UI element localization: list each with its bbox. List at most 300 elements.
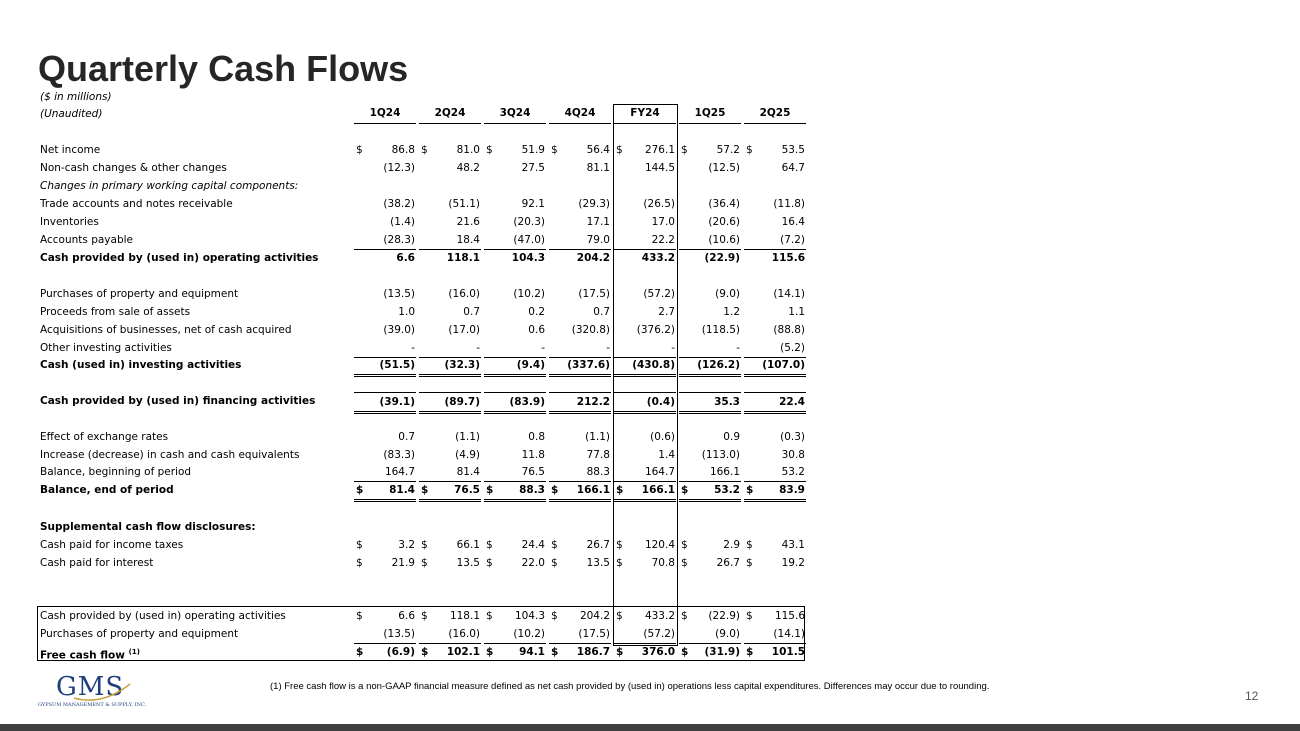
row-fcf-purchases-ppe: [38, 625, 806, 643]
cell-2q25: [744, 536, 806, 554]
cell-2q25: [744, 141, 806, 159]
currency-symbol: $: [421, 144, 428, 156]
cell-2q25: [744, 195, 806, 213]
cell-1q25: [679, 213, 741, 231]
cell-value: (0.6): [650, 431, 675, 443]
currency-symbol: $: [486, 610, 493, 622]
cell-value: 164.7: [644, 466, 675, 478]
cell-value: 2.9: [723, 539, 740, 551]
currency-symbol: $: [551, 557, 558, 569]
currency-symbol: $: [486, 484, 494, 496]
row-label-text: Cash provided by (used in) financing activities: [40, 395, 316, 407]
cell-value: (4.9): [455, 449, 480, 461]
cell-value: (28.3): [383, 234, 415, 246]
cell-value: 21.9: [391, 557, 415, 569]
cell-1q24: [354, 159, 416, 177]
cell-2q25: [744, 643, 806, 661]
cell-2q24: [419, 536, 481, 554]
cell-value: 26.7: [716, 557, 740, 569]
cell-3q24: [484, 249, 546, 267]
cell-4q24: [549, 643, 611, 661]
cell-3q24: [484, 159, 546, 177]
row-label: [40, 339, 172, 357]
currency-symbol: $: [421, 539, 428, 551]
cell-2q24: [419, 231, 481, 250]
cell-value: 102.1: [446, 646, 480, 658]
cell-value: 164.7: [384, 466, 415, 478]
cell-2q25: [744, 159, 806, 177]
cell-3q24: [484, 195, 546, 213]
row-label: [40, 446, 299, 464]
row-label-text: Inventories: [40, 216, 99, 228]
row-label: [40, 231, 133, 249]
row-label: [40, 643, 140, 665]
row-label-text: Changes in primary working capital components:: [40, 180, 299, 192]
cell-value: 77.8: [586, 449, 610, 461]
cell-value: 81.0: [456, 144, 480, 156]
cell-value: -: [476, 342, 480, 354]
cell-value: (22.9): [704, 252, 740, 264]
cell-value: 166.1: [576, 484, 610, 496]
cell-value: 30.8: [781, 449, 805, 461]
row-supplemental-heading: [38, 518, 806, 536]
cell-value: 51.9: [521, 144, 545, 156]
cell-value: 43.1: [781, 539, 805, 551]
cell-3q24: [484, 446, 546, 464]
row-exchange-rate-effect: [38, 428, 806, 446]
cell-fy24: [614, 392, 676, 414]
cell-1q25: [679, 321, 741, 339]
cell-4q24: [549, 554, 611, 572]
cell-value: 88.3: [586, 466, 610, 478]
cell-2q25: [744, 285, 806, 303]
bottom-bar: [0, 724, 1300, 731]
currency-symbol: $: [551, 610, 558, 622]
cell-value: (9.0): [715, 628, 740, 640]
cell-value: 276.1: [644, 144, 675, 156]
row-proceeds-asset-sales: [38, 303, 806, 321]
cell-1q25: [679, 195, 741, 213]
cell-value: (51.5): [379, 359, 415, 371]
cell-fy24: [614, 285, 676, 303]
cell-4q24: [549, 446, 611, 464]
row-other-investing: [38, 339, 806, 357]
cell-1q24: [354, 213, 416, 231]
row-label-text: Cash paid for income taxes: [40, 539, 184, 551]
cell-value: -: [411, 342, 415, 354]
cell-value: 118.1: [449, 610, 480, 622]
cell-value: (38.2): [383, 198, 415, 210]
currency-symbol: $: [746, 610, 753, 622]
cell-fy24: [614, 446, 676, 464]
cell-value: 22.4: [779, 396, 805, 408]
cell-fy24: [614, 249, 676, 267]
cell-value: (39.1): [379, 396, 415, 408]
cell-value: -: [541, 342, 545, 354]
cell-4q24: [549, 285, 611, 303]
currency-symbol: $: [616, 144, 623, 156]
row-label-text: Net income: [40, 144, 101, 156]
cell-value: (320.8): [571, 324, 610, 336]
cell-value: 16.4: [781, 216, 805, 228]
cell-value: (31.9): [704, 646, 740, 658]
cell-value: 53.2: [714, 484, 740, 496]
cell-value: 104.3: [514, 610, 545, 622]
cell-value: 21.6: [456, 216, 480, 228]
cell-1q25: [679, 428, 741, 446]
currency-symbol: $: [421, 557, 428, 569]
cell-2q25: [744, 231, 806, 250]
logo-tagline: GYPSUM MANAGEMENT & SUPPLY, INC.: [38, 702, 147, 708]
cell-value: (430.8): [632, 359, 675, 371]
cell-value: 144.5: [644, 162, 675, 174]
cell-value: (13.5): [383, 288, 415, 300]
row-label-text: Proceeds from sale of assets: [40, 306, 191, 318]
cell-1q24: [354, 643, 416, 661]
row-investing-cash-flow: [38, 356, 806, 374]
cell-2q24: [419, 356, 481, 377]
row-label-text: Balance, end of period: [40, 484, 174, 496]
cell-value: (39.0): [383, 324, 415, 336]
cell-2q24: [419, 625, 481, 644]
currency-symbol: $: [356, 144, 363, 156]
cell-1q25: [679, 159, 741, 177]
cell-value: 86.8: [391, 144, 415, 156]
currency-symbol: $: [681, 539, 688, 551]
cell-value: (0.3): [780, 431, 805, 443]
cell-4q24: [549, 159, 611, 177]
cell-value: (57.2): [643, 628, 675, 640]
row-financing-cash-flow: [38, 392, 806, 410]
row-working-capital-heading: [38, 177, 806, 195]
row-balance-end: [38, 481, 806, 499]
cell-1q25: [679, 392, 741, 414]
cell-2q24: [419, 643, 481, 661]
cell-2q24: [419, 554, 481, 572]
currency-symbol: $: [486, 646, 494, 658]
currency-symbol: $: [746, 539, 753, 551]
column-header-2q25: 2Q25: [744, 103, 806, 124]
cell-3q24: [484, 481, 546, 502]
row-label-text: Free cash flow: [40, 649, 125, 662]
cell-value: (20.6): [708, 216, 740, 228]
currency-symbol: $: [356, 557, 363, 569]
cell-1q25: [679, 554, 741, 572]
cell-value: (9.0): [715, 288, 740, 300]
column-header-1q25: 1Q25: [679, 103, 741, 124]
cell-4q24: [549, 249, 611, 267]
cell-value: (32.3): [444, 359, 480, 371]
row-label: [40, 518, 256, 536]
row-label: [40, 321, 292, 339]
row-label: [40, 159, 227, 177]
cell-value: 0.9: [723, 431, 740, 443]
row-cash-paid-taxes: [38, 536, 806, 554]
cell-value: -: [671, 342, 675, 354]
cell-value: (26.5): [643, 198, 675, 210]
cell-value: 101.5: [771, 646, 805, 658]
cell-1q25: [679, 643, 741, 661]
cell-value: (36.4): [708, 198, 740, 210]
cell-value: 204.2: [579, 610, 610, 622]
currency-symbol: $: [746, 484, 754, 496]
cell-4q24: [549, 625, 611, 644]
cell-value: -: [736, 342, 740, 354]
cell-value: (47.0): [513, 234, 545, 246]
units-note: ($ in millions): [40, 91, 112, 103]
row-label: [40, 607, 286, 625]
row-non-cash-changes: [38, 159, 806, 177]
row-label-text: Acquisitions of businesses, net of cash acquired: [40, 324, 292, 336]
currency-symbol: $: [356, 646, 364, 658]
cell-2q24: [419, 159, 481, 177]
cell-2q24: [419, 249, 481, 267]
cell-fy24: [614, 536, 676, 554]
cell-value: (14.1): [773, 288, 805, 300]
cell-3q24: [484, 321, 546, 339]
cell-value: 118.1: [446, 252, 480, 264]
row-label-text: Purchases of property and equipment: [40, 628, 239, 640]
row-acquisitions: [38, 321, 806, 339]
cell-1q24: [354, 303, 416, 321]
cell-3q24: [484, 625, 546, 644]
cell-value: (7.2): [780, 234, 805, 246]
currency-symbol: $: [681, 646, 689, 658]
cell-3q24: [484, 607, 546, 625]
row-label: [40, 481, 174, 499]
cell-4q24: [549, 428, 611, 446]
cell-2q24: [419, 392, 481, 414]
row-label: [40, 141, 100, 159]
cell-value: (17.0): [448, 324, 480, 336]
cell-fy24: [614, 607, 676, 625]
cell-2q24: [419, 481, 481, 502]
currency-symbol: $: [551, 484, 559, 496]
column-header-fy24: FY24: [614, 103, 676, 124]
cell-1q25: [679, 356, 741, 377]
unaudited-note: (Unaudited): [40, 108, 103, 120]
cell-2q24: [419, 428, 481, 446]
cell-2q24: [419, 463, 481, 482]
cell-value: 186.7: [576, 646, 610, 658]
cell-1q24: [354, 285, 416, 303]
row-label-text: Balance, beginning of period: [40, 466, 192, 478]
cell-value: (10.2): [513, 628, 545, 640]
cell-1q25: [679, 481, 741, 502]
currency-symbol: $: [616, 557, 623, 569]
cell-1q25: [679, 446, 741, 464]
row-trade-receivables: [38, 195, 806, 213]
cell-4q24: [549, 303, 611, 321]
cell-fy24: [614, 195, 676, 213]
cell-3q24: [484, 428, 546, 446]
cell-value: 24.4: [521, 539, 545, 551]
row-label: [40, 285, 238, 303]
cell-value: 0.7: [398, 431, 415, 443]
cell-1q25: [679, 625, 741, 644]
cell-value: -: [606, 342, 610, 354]
cell-value: 1.4: [658, 449, 675, 461]
cell-2q24: [419, 213, 481, 231]
cell-value: 19.2: [781, 557, 805, 569]
currency-symbol: $: [681, 144, 688, 156]
cell-fy24: [614, 643, 676, 661]
currency-symbol: $: [486, 557, 493, 569]
currency-symbol: $: [681, 610, 688, 622]
cell-value: (6.9): [386, 646, 415, 658]
cell-value: 70.8: [651, 557, 675, 569]
row-label-text: Cash provided by (used in) operating activities: [40, 252, 319, 264]
cell-1q25: [679, 141, 741, 159]
cell-value: 115.6: [774, 610, 805, 622]
cell-3q24: [484, 392, 546, 414]
row-balance-beginning: [38, 463, 806, 481]
cell-value: 64.7: [781, 162, 805, 174]
cell-value: 92.1: [521, 198, 545, 210]
cell-value: (83.3): [383, 449, 415, 461]
cell-value: 79.0: [586, 234, 610, 246]
cell-2q25: [744, 481, 806, 502]
cell-3q24: [484, 536, 546, 554]
cell-value: 2.7: [658, 306, 675, 318]
cell-1q24: [354, 446, 416, 464]
row-label: [40, 249, 318, 267]
cell-fy24: [614, 141, 676, 159]
cell-3q24: [484, 356, 546, 377]
currency-symbol: $: [356, 610, 363, 622]
cell-4q24: [549, 141, 611, 159]
cell-2q24: [419, 321, 481, 339]
cell-4q24: [549, 392, 611, 414]
cell-value: 1.1: [788, 306, 805, 318]
cell-value: (1.1): [585, 431, 610, 443]
cell-value: 166.1: [641, 484, 675, 496]
cell-value: (9.4): [516, 359, 545, 371]
cell-2q25: [744, 607, 806, 625]
column-header-2q24: 2Q24: [419, 103, 481, 124]
cell-1q24: [354, 554, 416, 572]
cell-4q24: [549, 463, 611, 482]
cell-value: 120.4: [644, 539, 675, 551]
cell-value: 17.1: [586, 216, 610, 228]
cell-2q24: [419, 285, 481, 303]
cell-1q24: [354, 392, 416, 414]
cell-value: 22.2: [651, 234, 675, 246]
cell-value: 115.6: [771, 252, 805, 264]
cell-value: 0.8: [528, 431, 545, 443]
cell-value: 433.2: [644, 610, 675, 622]
row-free-cash-flow: [38, 643, 806, 661]
cell-fy24: [614, 463, 676, 482]
currency-symbol: $: [616, 646, 624, 658]
currency-symbol: $: [616, 484, 624, 496]
cell-4q24: [549, 481, 611, 502]
cell-value: 6.6: [396, 252, 415, 264]
cell-fy24: [614, 356, 676, 377]
row-label-text: Trade accounts and notes receivable: [40, 198, 233, 210]
cell-value: 0.6: [528, 324, 545, 336]
currency-symbol: $: [551, 539, 558, 551]
cell-value: (17.5): [578, 288, 610, 300]
row-cash-increase: [38, 446, 806, 464]
cell-value: 66.1: [456, 539, 480, 551]
cell-4q24: [549, 356, 611, 377]
cell-2q25: [744, 625, 806, 644]
currency-symbol: $: [616, 610, 623, 622]
cell-1q25: [679, 303, 741, 321]
cell-1q24: [354, 356, 416, 377]
cell-value: 27.5: [521, 162, 545, 174]
cell-1q25: [679, 463, 741, 482]
cell-1q25: [679, 607, 741, 625]
cell-3q24: [484, 285, 546, 303]
cell-4q24: [549, 536, 611, 554]
row-label-text: Cash provided by (used in) operating activities: [40, 610, 286, 622]
cell-4q24: [549, 231, 611, 250]
cell-fy24: [614, 554, 676, 572]
cell-value: 13.5: [586, 557, 610, 569]
cell-value: 53.2: [781, 466, 805, 478]
cell-value: 94.1: [519, 646, 545, 658]
cell-value: (337.6): [567, 359, 610, 371]
row-inventories: [38, 213, 806, 231]
cell-1q24: [354, 231, 416, 250]
cell-value: 81.4: [456, 466, 480, 478]
cell-2q25: [744, 392, 806, 414]
cell-value: (1.1): [455, 431, 480, 443]
cell-value: 3.2: [398, 539, 415, 551]
currency-symbol: $: [746, 646, 754, 658]
cell-3q24: [484, 231, 546, 250]
cell-value: 166.1: [709, 466, 740, 478]
currency-symbol: $: [616, 539, 623, 551]
logo-text: GMS: [56, 672, 125, 702]
cell-value: (107.0): [762, 359, 805, 371]
cell-1q24: [354, 249, 416, 267]
cell-value: (88.8): [773, 324, 805, 336]
row-label-text: Increase (decrease) in cash and cash equivalents: [40, 449, 300, 461]
cell-2q24: [419, 141, 481, 159]
cell-value: (13.5): [383, 628, 415, 640]
row-fcf-operating-cash-flow: [38, 607, 806, 625]
cell-3q24: [484, 303, 546, 321]
cell-2q25: [744, 213, 806, 231]
currency-symbol: $: [486, 539, 493, 551]
currency-symbol: $: [486, 144, 493, 156]
cell-3q24: [484, 463, 546, 482]
cell-value: (11.8): [773, 198, 805, 210]
cell-value: (10.6): [708, 234, 740, 246]
row-label: [40, 463, 191, 481]
row-label-text: Purchases of property and equipment: [40, 288, 239, 300]
cell-value: 1.2: [723, 306, 740, 318]
cell-value: (5.2): [780, 342, 805, 354]
cell-value: (1.4): [390, 216, 415, 228]
row-label: [40, 177, 298, 195]
cell-1q24: [354, 536, 416, 554]
cell-value: (22.9): [708, 610, 740, 622]
page-title: Quarterly Cash Flows: [38, 48, 409, 89]
row-label: [40, 428, 168, 446]
cell-value: (14.1): [773, 628, 805, 640]
cell-2q25: [744, 249, 806, 267]
cell-value: (16.0): [448, 288, 480, 300]
cell-value: (10.2): [513, 288, 545, 300]
cell-1q24: [354, 195, 416, 213]
cell-fy24: [614, 213, 676, 231]
row-label: [40, 195, 233, 213]
cell-value: (12.3): [383, 162, 415, 174]
